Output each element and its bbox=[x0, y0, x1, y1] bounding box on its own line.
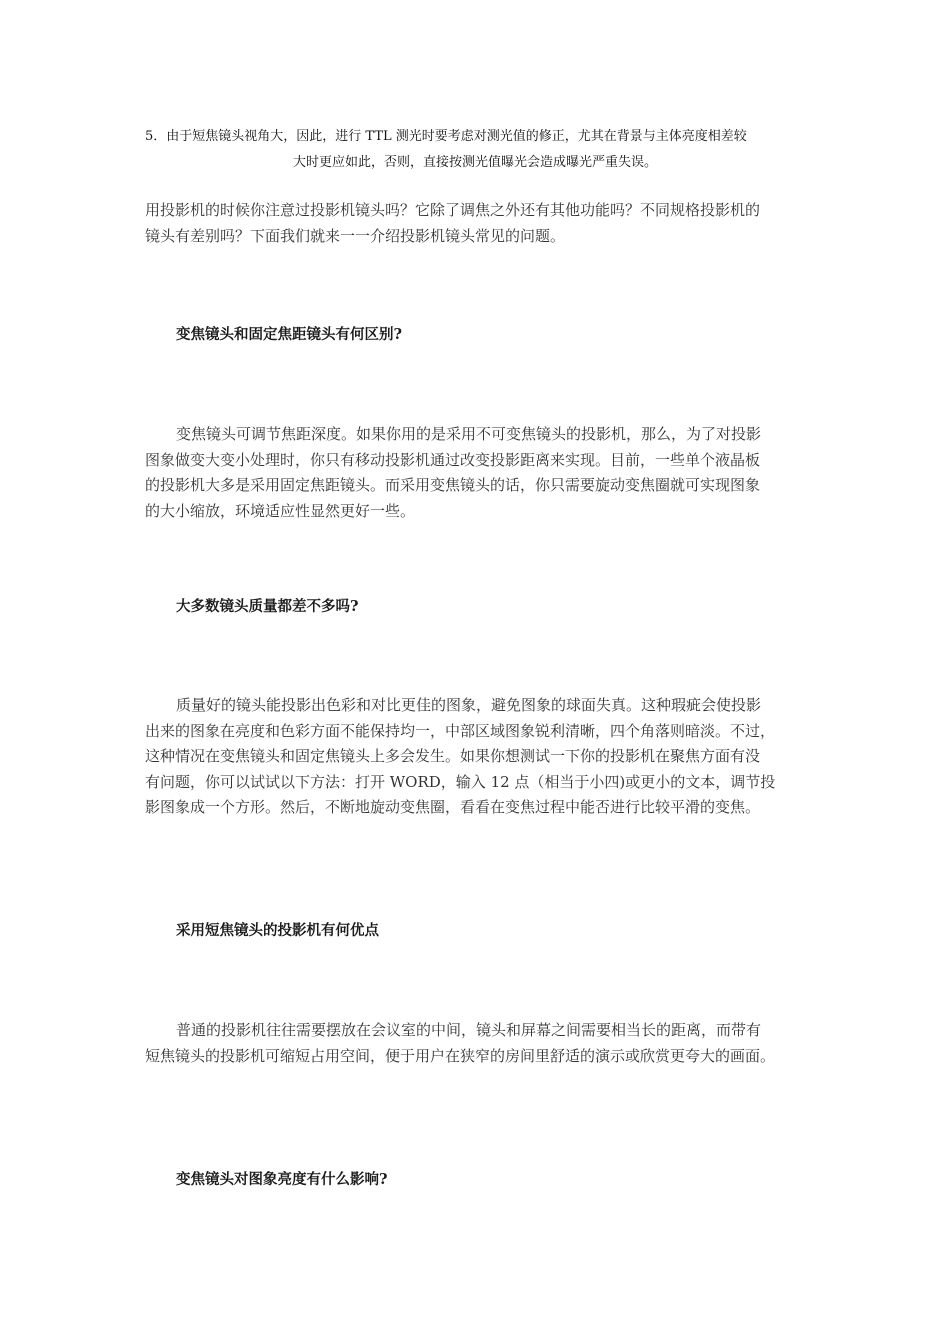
section-heading: 采用短焦镜头的投影机有何优点 bbox=[176, 922, 379, 939]
numbered-note-line-1: 5．由于短焦镜头视角大，因此，进行 TTL 测光时要考虑对测光值的修正，尤其在背景与主体亮度相差较 bbox=[145, 129, 747, 144]
intro-line: 用投影机的时候你注意过投影机镜头吗？它除了调焦之外还有其他功能吗？不同规格投影机的 bbox=[145, 201, 761, 219]
section-heading: 大多数镜头质量都差不多吗? bbox=[176, 598, 359, 615]
paragraph-line: 有问题，你可以试试以下方法：打开 WORD，输入 12 点（相当于小四)或更小的文本，调节投 bbox=[145, 772, 776, 791]
section-paragraph bbox=[145, 1018, 807, 1069]
paragraph-line: 短焦镜头的投影机可缩短占用空间，便于用户在狭窄的房间里舒适的演示或欣赏更夸大的画面。 bbox=[145, 1046, 776, 1065]
paragraph-line: 变焦镜头可调节焦距深度。如果你用的是采用不可变焦镜头的投影机，那么，为了对投影 bbox=[176, 425, 762, 443]
paragraph-line: 的大小缩放，环境适应性显然更好一些。 bbox=[145, 501, 416, 520]
section-heading: 变焦镜头和固定焦距镜头有何区别? bbox=[176, 326, 402, 343]
paragraph-line: 图象做变大变小处理时，你只有移动投影机通过改变投影距离来实现。目前，一些单个液晶板 bbox=[145, 450, 761, 469]
numbered-note-line-2: 大时更应如此，否则，直接按测光值曝光会造成曝光严重失误。 bbox=[292, 155, 657, 170]
paragraph-line: 出来的图象在亮度和色彩方面不能保持均一，中部区域图象锐利清晰，四个角落则暗淡。不过， bbox=[145, 721, 776, 740]
intro-line: 镜头有差别吗？下面我们就来一一介绍投影机镜头常见的问题。 bbox=[145, 226, 566, 245]
section-paragraph bbox=[145, 422, 807, 524]
section-heading: 变焦镜头对图象亮度有什么影响? bbox=[176, 1171, 388, 1188]
paragraph-line: 的投影机大多是采用固定焦距镜头。而采用变焦镜头的话，你只需要旋动变焦圈就可实现图象 bbox=[145, 476, 761, 494]
paragraph-line: 质量好的镜头能投影出色彩和对比更佳的图象，避免图象的球面失真。这种瑕疵会使投影 bbox=[176, 696, 762, 714]
intro-paragraph bbox=[145, 198, 807, 249]
paragraph-line: 这种情况在变焦镜头和固定焦镜头上多会发生。如果你想测试一下你的投影机在聚焦方面有没 bbox=[145, 747, 761, 765]
section-paragraph bbox=[145, 693, 807, 821]
paragraph-line: 影图象成一个方形。然后，不断地旋动变焦圈，看看在变焦过程中能否进行比较平滑的变焦。 bbox=[145, 798, 761, 816]
paragraph-line: 普通的投影机往往需要摆放在会议室的中间，镜头和屏幕之间需要相当长的距离，而带有 bbox=[176, 1021, 762, 1039]
